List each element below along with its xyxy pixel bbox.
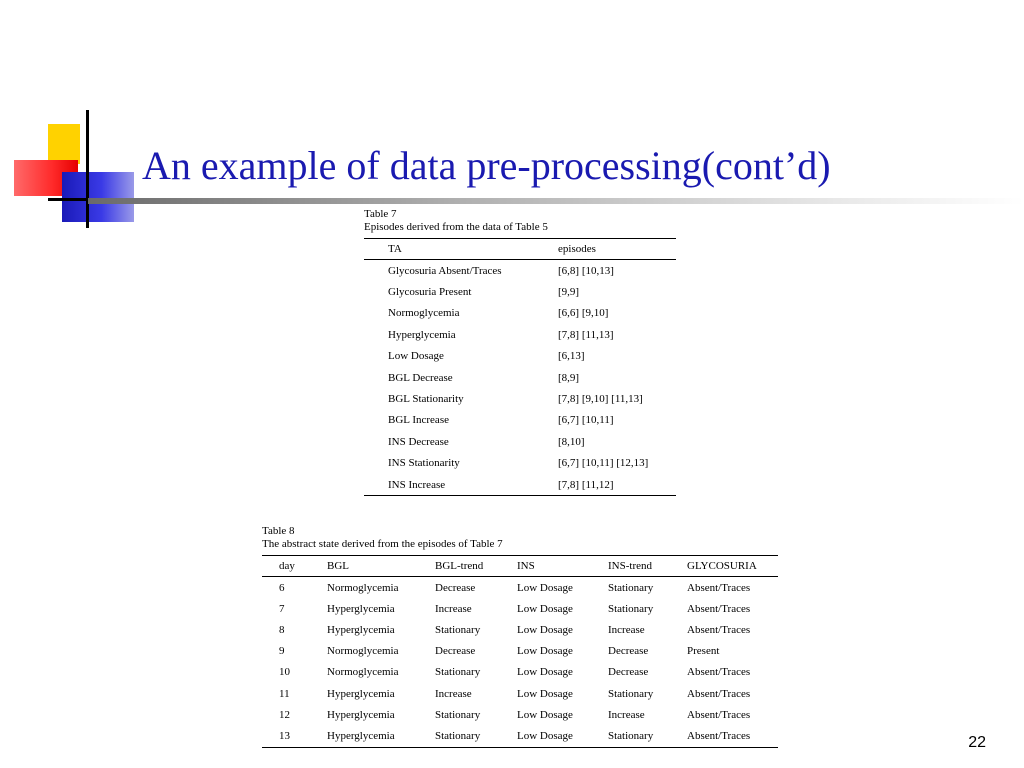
ins-trend-cell: Stationary bbox=[608, 729, 654, 742]
header-bgl-trend: BGL-trend bbox=[435, 560, 484, 572]
episodes-cell: [7,8] [11,12] bbox=[558, 478, 614, 491]
bgl-cell: Normoglycemia bbox=[327, 645, 399, 658]
bgl-trend-cell: Decrease bbox=[435, 645, 476, 658]
bgl-cell: Hyperglycemia bbox=[327, 729, 395, 742]
table-row bbox=[262, 704, 778, 725]
ins-trend-cell: Increase bbox=[608, 708, 645, 721]
ins-cell: Low Dosage bbox=[517, 729, 573, 742]
ta-cell: Low Dosage bbox=[388, 350, 444, 363]
episodes-cell: [6,8] [10,13] bbox=[558, 264, 614, 277]
table-7-label: Table 7 bbox=[364, 208, 397, 220]
episodes-cell: [6,7] [10,11] bbox=[558, 414, 614, 427]
ins-cell: Low Dosage bbox=[517, 687, 573, 700]
ins-cell: Low Dosage bbox=[517, 623, 573, 636]
ins-trend-cell: Decrease bbox=[608, 666, 649, 679]
table-row bbox=[364, 431, 676, 452]
day-cell: 9 bbox=[279, 645, 285, 658]
table-8-header-row bbox=[262, 556, 778, 577]
table-row bbox=[364, 453, 676, 474]
page-number: 22 bbox=[968, 734, 986, 751]
glycosuria-cell: Absent/Traces bbox=[687, 666, 751, 679]
ta-cell: INS Increase bbox=[388, 478, 446, 491]
bgl-trend-cell: Stationary bbox=[435, 708, 481, 721]
ta-cell: Glycosuria Present bbox=[388, 286, 472, 299]
episodes-cell: [8,10] bbox=[558, 435, 585, 448]
table-7-header-ta: TA bbox=[388, 243, 402, 255]
episodes-cell: [6,13] bbox=[558, 350, 585, 363]
bgl-cell: Normoglycemia bbox=[327, 581, 399, 594]
bgl-trend-cell: Increase bbox=[435, 602, 472, 615]
header-day: day bbox=[279, 560, 295, 572]
episodes-cell: [8,9] bbox=[558, 371, 580, 384]
ins-cell: Low Dosage bbox=[517, 666, 573, 679]
table-row bbox=[364, 367, 676, 388]
header-ins-trend: INS-trend bbox=[608, 560, 652, 572]
ins-trend-cell: Stationary bbox=[608, 581, 654, 594]
table-8 bbox=[262, 555, 778, 748]
table-row bbox=[364, 388, 676, 409]
ta-cell: BGL Stationarity bbox=[388, 393, 464, 406]
blue-square bbox=[62, 172, 134, 222]
header-glycosuria: GLYCOSURIA bbox=[687, 560, 757, 572]
ins-cell: Low Dosage bbox=[517, 581, 573, 594]
ins-trend-cell: Decrease bbox=[608, 645, 649, 658]
table-7 bbox=[364, 238, 676, 496]
day-cell: 7 bbox=[279, 602, 285, 615]
glycosuria-cell: Absent/Traces bbox=[687, 602, 751, 615]
day-cell: 6 bbox=[279, 581, 285, 594]
episodes-cell: [7,8] [11,13] bbox=[558, 328, 614, 341]
title-underline bbox=[88, 198, 1024, 204]
table-row bbox=[364, 474, 676, 496]
table-row bbox=[262, 641, 778, 662]
day-cell: 8 bbox=[279, 623, 285, 636]
slide-corner-decoration bbox=[0, 0, 140, 240]
bgl-trend-cell: Stationary bbox=[435, 666, 481, 679]
table-row bbox=[262, 598, 778, 619]
table-8-block bbox=[262, 525, 778, 748]
table-row bbox=[262, 662, 778, 683]
glycosuria-cell: Absent/Traces bbox=[687, 581, 751, 594]
table-row bbox=[364, 346, 676, 367]
header-ins: INS bbox=[517, 560, 535, 572]
table-row bbox=[364, 324, 676, 345]
ta-cell: Hyperglycemia bbox=[388, 328, 456, 341]
episodes-cell: [6,6] [9,10] bbox=[558, 307, 609, 320]
yellow-square bbox=[48, 124, 80, 164]
ta-cell: BGL Increase bbox=[388, 414, 449, 427]
ta-cell: Normoglycemia bbox=[388, 307, 460, 320]
table-8-caption: The abstract state derived from the episodes of Table 7 bbox=[262, 538, 503, 550]
bgl-cell: Hyperglycemia bbox=[327, 708, 395, 721]
glycosuria-cell: Absent/Traces bbox=[687, 729, 751, 742]
bgl-cell: Hyperglycemia bbox=[327, 687, 395, 700]
episodes-cell: [9,9] bbox=[558, 286, 580, 299]
ta-cell: INS Stationarity bbox=[388, 457, 460, 470]
glycosuria-cell: Absent/Traces bbox=[687, 708, 751, 721]
bgl-trend-cell: Stationary bbox=[435, 729, 481, 742]
table-7-header-episodes: episodes bbox=[558, 243, 596, 255]
bgl-trend-cell: Decrease bbox=[435, 581, 476, 594]
bgl-trend-cell: Stationary bbox=[435, 623, 481, 636]
bgl-cell: Hyperglycemia bbox=[327, 602, 395, 615]
ta-cell: INS Decrease bbox=[388, 435, 449, 448]
day-cell: 10 bbox=[279, 666, 290, 679]
table-row bbox=[364, 281, 676, 302]
table-row bbox=[364, 303, 676, 324]
day-cell: 13 bbox=[279, 729, 290, 742]
table-7-header-row bbox=[364, 239, 676, 260]
table-8-label: Table 8 bbox=[262, 525, 295, 537]
table-row bbox=[262, 577, 778, 599]
table-7-caption: Episodes derived from the data of Table 5 bbox=[364, 221, 548, 233]
ta-cell: BGL Decrease bbox=[388, 371, 453, 384]
ins-cell: Low Dosage bbox=[517, 645, 573, 658]
ins-cell: Low Dosage bbox=[517, 708, 573, 721]
table-row bbox=[364, 410, 676, 431]
header-bgl: BGL bbox=[327, 560, 349, 572]
bgl-cell: Hyperglycemia bbox=[327, 623, 395, 636]
ins-trend-cell: Stationary bbox=[608, 687, 654, 700]
day-cell: 11 bbox=[279, 687, 290, 700]
bgl-cell: Normoglycemia bbox=[327, 666, 399, 679]
episodes-cell: [7,8] [9,10] [11,13] bbox=[558, 393, 643, 406]
glycosuria-cell: Absent/Traces bbox=[687, 623, 751, 636]
day-cell: 12 bbox=[279, 708, 290, 721]
table-row bbox=[262, 619, 778, 640]
table-row bbox=[262, 683, 778, 704]
table-7-block bbox=[364, 208, 676, 496]
decoration-vertical-line bbox=[86, 110, 89, 228]
ta-cell: Glycosuria Absent/Traces bbox=[388, 264, 502, 277]
slide-title: An example of data pre-processing(cont’d) bbox=[142, 143, 831, 188]
glycosuria-cell: Present bbox=[687, 645, 720, 658]
ins-trend-cell: Stationary bbox=[608, 602, 654, 615]
bgl-trend-cell: Increase bbox=[435, 687, 472, 700]
glycosuria-cell: Absent/Traces bbox=[687, 687, 751, 700]
table-row bbox=[262, 725, 778, 747]
episodes-cell: [6,7] [10,11] [12,13] bbox=[558, 457, 649, 470]
ins-cell: Low Dosage bbox=[517, 602, 573, 615]
table-row bbox=[364, 260, 676, 282]
ins-trend-cell: Increase bbox=[608, 623, 645, 636]
